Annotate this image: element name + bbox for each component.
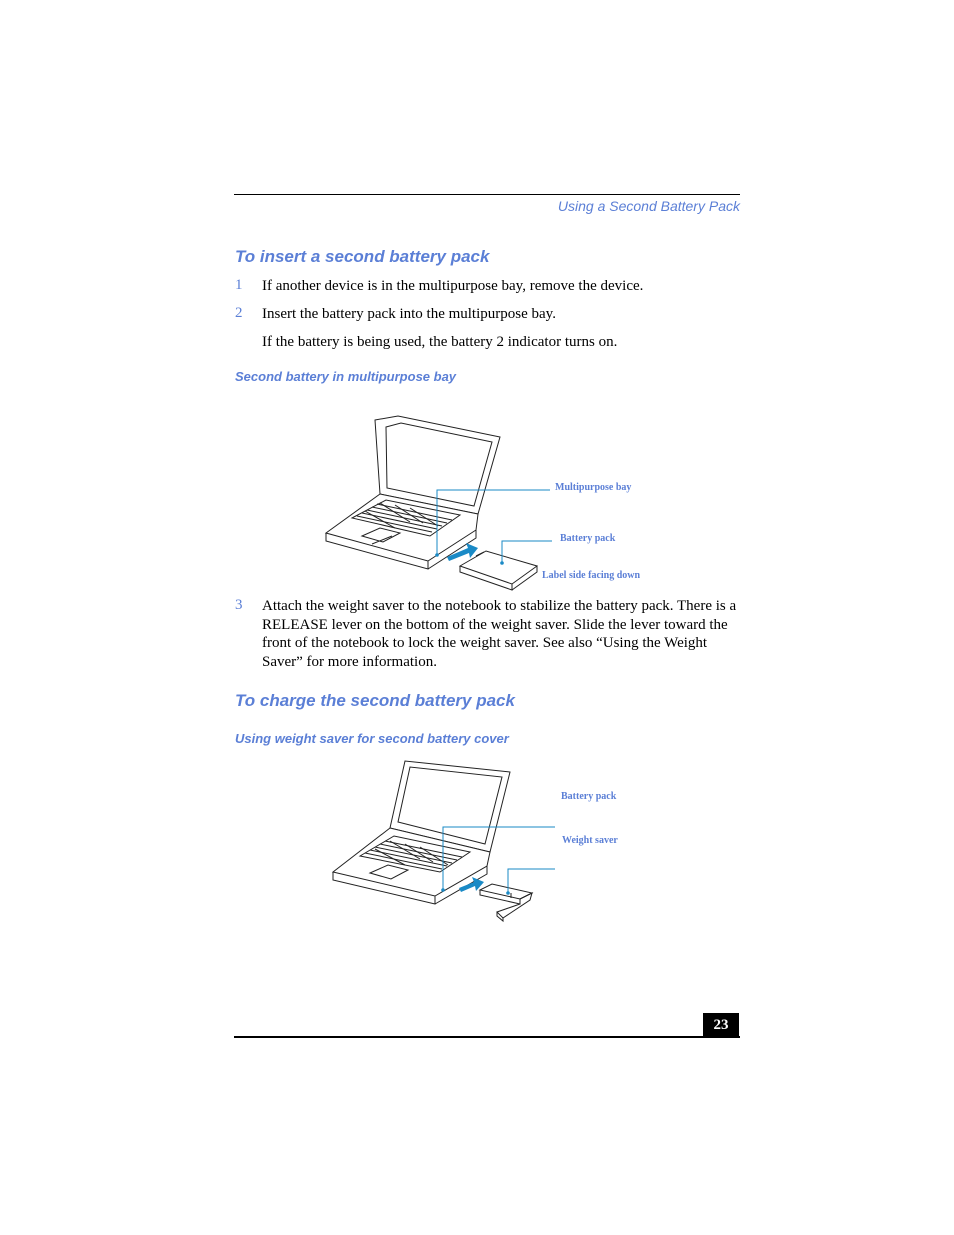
step-number-2: 2 <box>235 305 243 321</box>
callout-weight-saver: Weight saver <box>562 835 618 846</box>
step-text-2: Insert the battery pack into the multipurpose bay. <box>262 306 556 322</box>
page-number: 23 <box>703 1013 739 1037</box>
running-header-title: Using a Second Battery Pack <box>557 198 740 214</box>
callout-label-side: Label side facing down <box>542 570 641 581</box>
step-note: If the battery is being used, the battery 2 indicator turns on. <box>262 334 618 350</box>
callout-battery-pack-2: Battery pack <box>561 791 617 802</box>
step-number-3: 3 <box>235 597 243 613</box>
callout-multipurpose-bay: Multipurpose bay <box>555 482 632 493</box>
step-number-1: 1 <box>235 277 243 293</box>
figure-caption-1: Second battery in multipurpose bay <box>235 369 457 384</box>
step-text-1: If another device is in the multipurpose bay, remove the device. <box>262 278 644 294</box>
section-heading-insert: To insert a second battery pack <box>235 247 490 266</box>
footer-rule <box>234 1036 740 1038</box>
step-text-3: Attach the weight saver to the notebook to stabilize the battery pack. There is a RELEASE lever on the bottom of the weight saver. Slide the lever toward the front of the notebook to lock the weight saver. See also “Using the Weight Saver” for more information. <box>262 598 737 671</box>
callout-battery-pack: Battery pack <box>560 533 616 544</box>
section-heading-charge: To charge the second battery pack <box>235 691 515 710</box>
figure-caption-2: Using weight saver for second battery cover <box>235 731 509 746</box>
